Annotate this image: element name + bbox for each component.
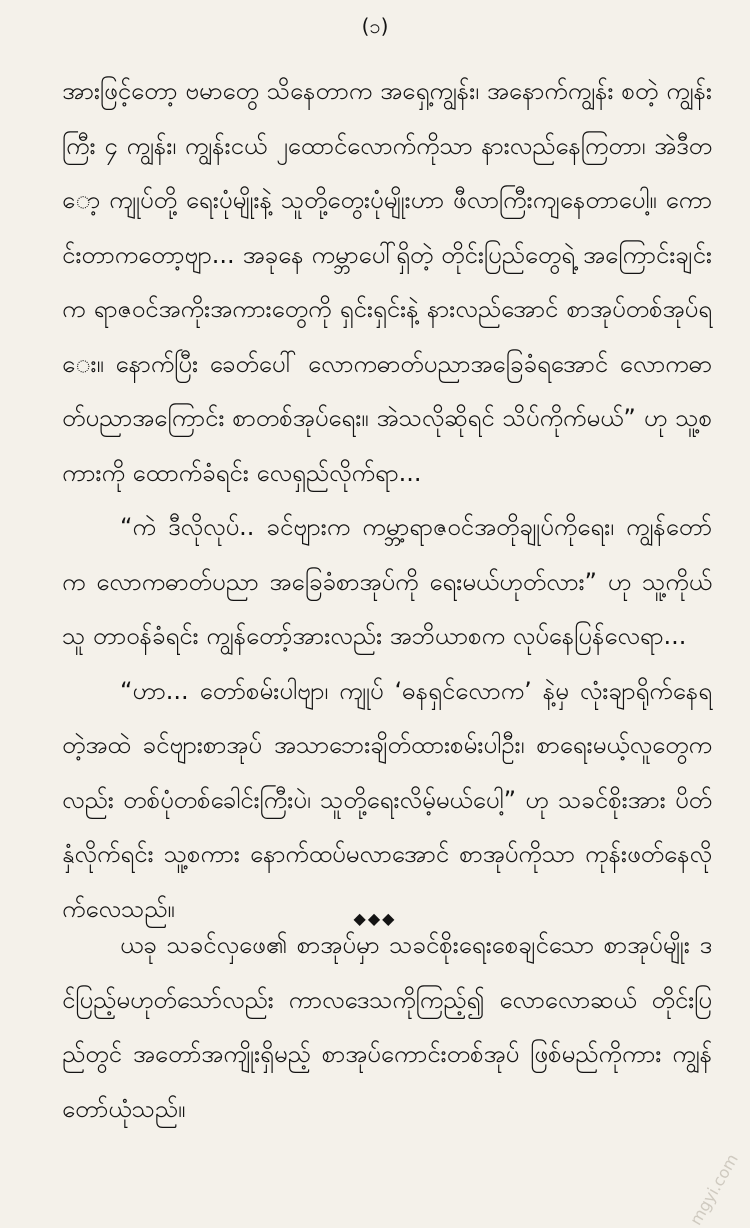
section-separator: ◆◆◆ xyxy=(0,908,750,930)
page-number: (၁) xyxy=(0,12,750,40)
paragraph-dialogue-1: “ကဲ ဒီလိုလုပ်.. ခင်ဗျားက ကမ္ဘာ့ရာဇဝင်အတိုချုပ်ကိုရေး၊ ကျွန်တော်က လောကဓာတ်ပညာ အခြေခံစာအုပ်ကို ရေးမယ်ဟုတ်လား” ဟု သူ့ကိုယ်သူ တာဝန်ခံရင်း ကျွန်တော့်အားလည်း အဘိယာစက လုပ်နေပြန်လေရာ... xyxy=(62,500,712,664)
paragraph-continued: အားဖြင့်တော့ ဗမာတွေ သိနေတာက အရှေ့ကျွန်း၊ အနောက်ကျွန်း စတဲ့ ကျွန်းကြီး ၄ ကျွန်း၊ ကျွန်းငယ် ၂ထောင်လောက်ကိုသာ နားလည်နေကြတာ၊ အဲဒီတော့ ကျုပ်တို့ ရေးပုံမျိုးနဲ့ သူတို့တွေးပုံမျိုးဟာ ဖီလာကြီးကျနေတာပေါ့။ ကောင်းတာကတော့ဗျာ... အခုနေ ကမ္ဘာပေါ်ရှိတဲ့ တိုင်းပြည်တွေရဲ့ အကြောင်းချင်းက ရာဇဝင်အကိုးအကားတွေကို ရှင်းရှင်းနဲ့ နားလည်အောင် စာအုပ်တစ်အုပ်ရေး။ နောက်ပြီး ခေတ်ပေါ် လောကဓာတ်ပညာအခြေခံရအောင် လောကဓာတ်ပညာအကြောင်း စာတစ်အုပ်ရေး။ အဲသလိုဆိုရင် သိပ်ကိုက်မယ်” ဟု သူ့စကားကို ထောက်ခံရင်း လေရှည်လိုက်ရာ... xyxy=(62,64,712,500)
watermark: mgyi.com xyxy=(686,1151,742,1228)
paragraph-closing: ယခု သခင်လှဖေ၏ စာအုပ်မှာ သခင်စိုးရေးစေချင်သော စာအုပ်မျိုး ဒင်ပြည့်မဟုတ်သော်လည်း ကာလဒေသကိုကြည့်၍ လောလောဆယ် တိုင်းပြည်တွင် အတော်အကျိုးရှိမည့် စာအုပ်ကောင်းတစ်အုပ် ဖြစ်မည်ကိုကား ကျွန်တော်ယုံသည်။ xyxy=(62,918,712,1136)
paragraph-dialogue-2: “ဟာ... တော်စမ်းပါဗျာ၊ ကျုပ် ‘ဓနရှင်လောက’ နဲ့မှ လုံးချာရိုက်နေရတဲ့အထဲ ခင်ဗျားစာအုပ် အသာဘေးချိတ်ထားစမ်းပါဦး၊ စာရေးမယ့်လူတွေကလည်း တစ်ပုံတစ်ခေါင်းကြီးပဲ၊ သူတို့ရေးလိမ့်မယ်ပေါ့” ဟု သခင်စိုးအား ပိတ်နှံလိုက်ရင်း သူ့စကား နောက်ထပ်မလာအောင် စာအုပ်ကိုသာ ကုန်းဖတ်နေလိုက်လေသည်။ xyxy=(62,664,712,937)
section-1-text xyxy=(62,64,712,936)
section-2-text xyxy=(62,918,712,1136)
